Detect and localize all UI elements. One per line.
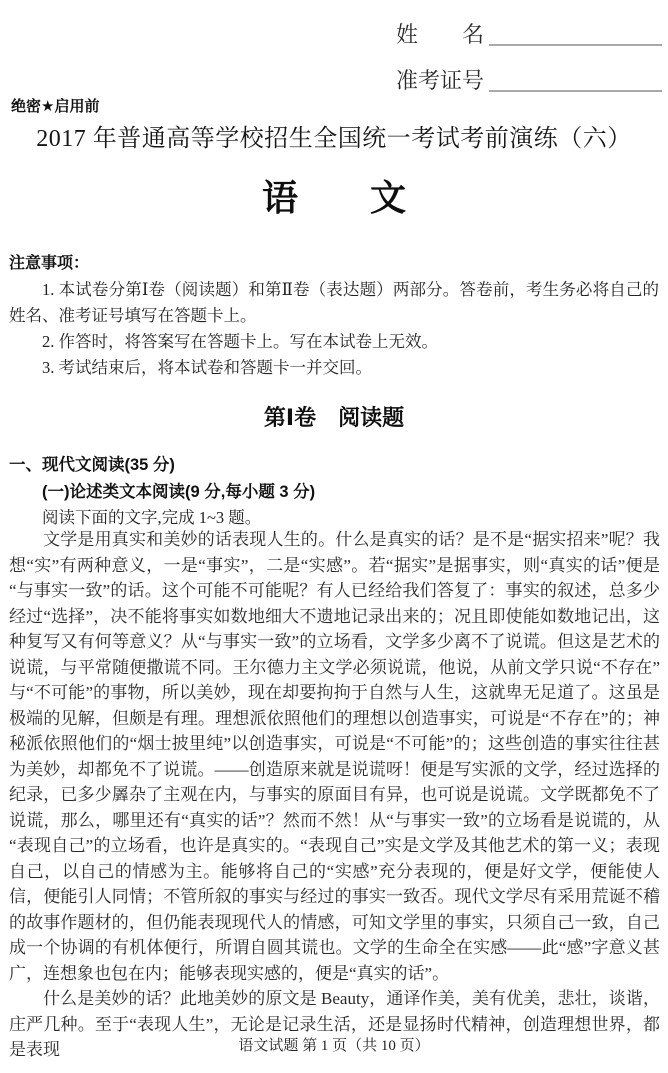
passage-paragraph-2: 什么是美妙的话？此地美妙的原文是 Beauty，通译作美，美有优美，悲壮，谈谐，庄严几种。至于“表现人生”，无论是记录生活，还是显扬时代精神，创造理想世界，都是表现 (9, 989, 660, 1059)
part-heading: 一、现代文阅读(35 分) (9, 456, 175, 474)
reading-instruction: 阅读下面的文字,完成 1~3 题。 (42, 508, 262, 527)
classification-banner: 绝密★启用前 (11, 98, 100, 115)
reading-passage (9, 527, 660, 1063)
exam-title: 2017 年普通高等学校招生全国统一考试考前演练（六） (36, 126, 632, 152)
page-footer: 语文试题 第 1 页（共 10 页） (238, 1038, 430, 1054)
section-title: 第Ⅰ卷 阅读题 (263, 405, 405, 430)
notice-section (9, 251, 659, 381)
sub-heading: (一)论述类文本阅读(9 分,每小题 3 分) (42, 483, 316, 501)
notice-item-1: 1. 本试卷分第Ⅰ卷（阅读题）和第Ⅱ卷（表达题）两部分。答卷前，考生务必将自己的姓名、准考证号填写在答题卡上。 (9, 280, 659, 325)
name-field-row (396, 10, 662, 46)
name-field-blank-line (489, 16, 662, 46)
name-field-label: 姓 名 (396, 22, 485, 47)
admission-number-field-label: 准考证号 (396, 68, 485, 93)
admission-number-blank-line (489, 62, 662, 92)
notice-item-2: 2. 作答时，将答案写在答题卡上。写在本试卷上无效。 (42, 332, 438, 351)
subject-title: 语 文 (261, 178, 406, 218)
admission-number-field-row (396, 56, 662, 92)
candidate-info-fields (396, 10, 662, 102)
notice-item-3: 3. 考试结束后，将本试卷和答题卡一并交回。 (42, 358, 372, 377)
notice-heading: 注意事项： (9, 255, 90, 272)
passage-paragraph-1: 文学是用真实和美妙的话表现人生的。什么是真实的话？是不是“据实招来”呢？我想“实”有两种意义，一是“事实”，二是“实感”。若“据实”是据事实，则“真实的话”便是“与事实一致”的话。这个可能不可能呢？有人已经给我们答复了：事实的叙述，总多少经过“选择”，决不能将事实如数地细大不遗地记录出来的；况且即使能如数地记出，这种复写又有何等意义？从“与事实一致”的立场看，文学多少离不了说谎。但这是艺术的说谎，与平常随便撒谎不同。王尔德力主文学必须说谎，他说，从前文学只说“不存在”与“不可能”的事物，所以美妙，现在却要拘拘于自然与人生，这就卑无足道了。这虽是极端的见解，但颇是有理。理想派依照他们的理想以创造事实，可说是“不存在”的；神秘派依照他们的“烟士披里纯”以创造事实，可说是“不可能”的；这些创造的事实往往甚为美妙，却都免不了说谎。——创造原来就是说谎呀！便是写实派的文学，经过选择的纪录，已多少羼杂了主观在内，与事实的原面目有异，也可说是说谎。文学既都免不了说谎，那么，哪里还有“真实的话”？然而不然！从“与事实一致”的立场看是说谎的，从“表现自己”的立场看，也许是真实的。“表现自己”实是文学及其他艺术的第一义；表现自己，以自己的情感为主。能够将自己的“实感”充分表现的，便是好文学，便能使人信，便能引人同情；不管所叙的事实与经过的事实一致否。现代文学尽有采用荒诞不稽的故事作题材的，但仍能表现现代人的情感，可知文学里的事实，只须自己一致，自己成一个协调的有机体便行，所谓自圆其谎也。文学的生命全在实感——此“感”字意义甚广，连想象也包在内；能够表现实感的，便是“真实的话”。 (9, 530, 660, 983)
